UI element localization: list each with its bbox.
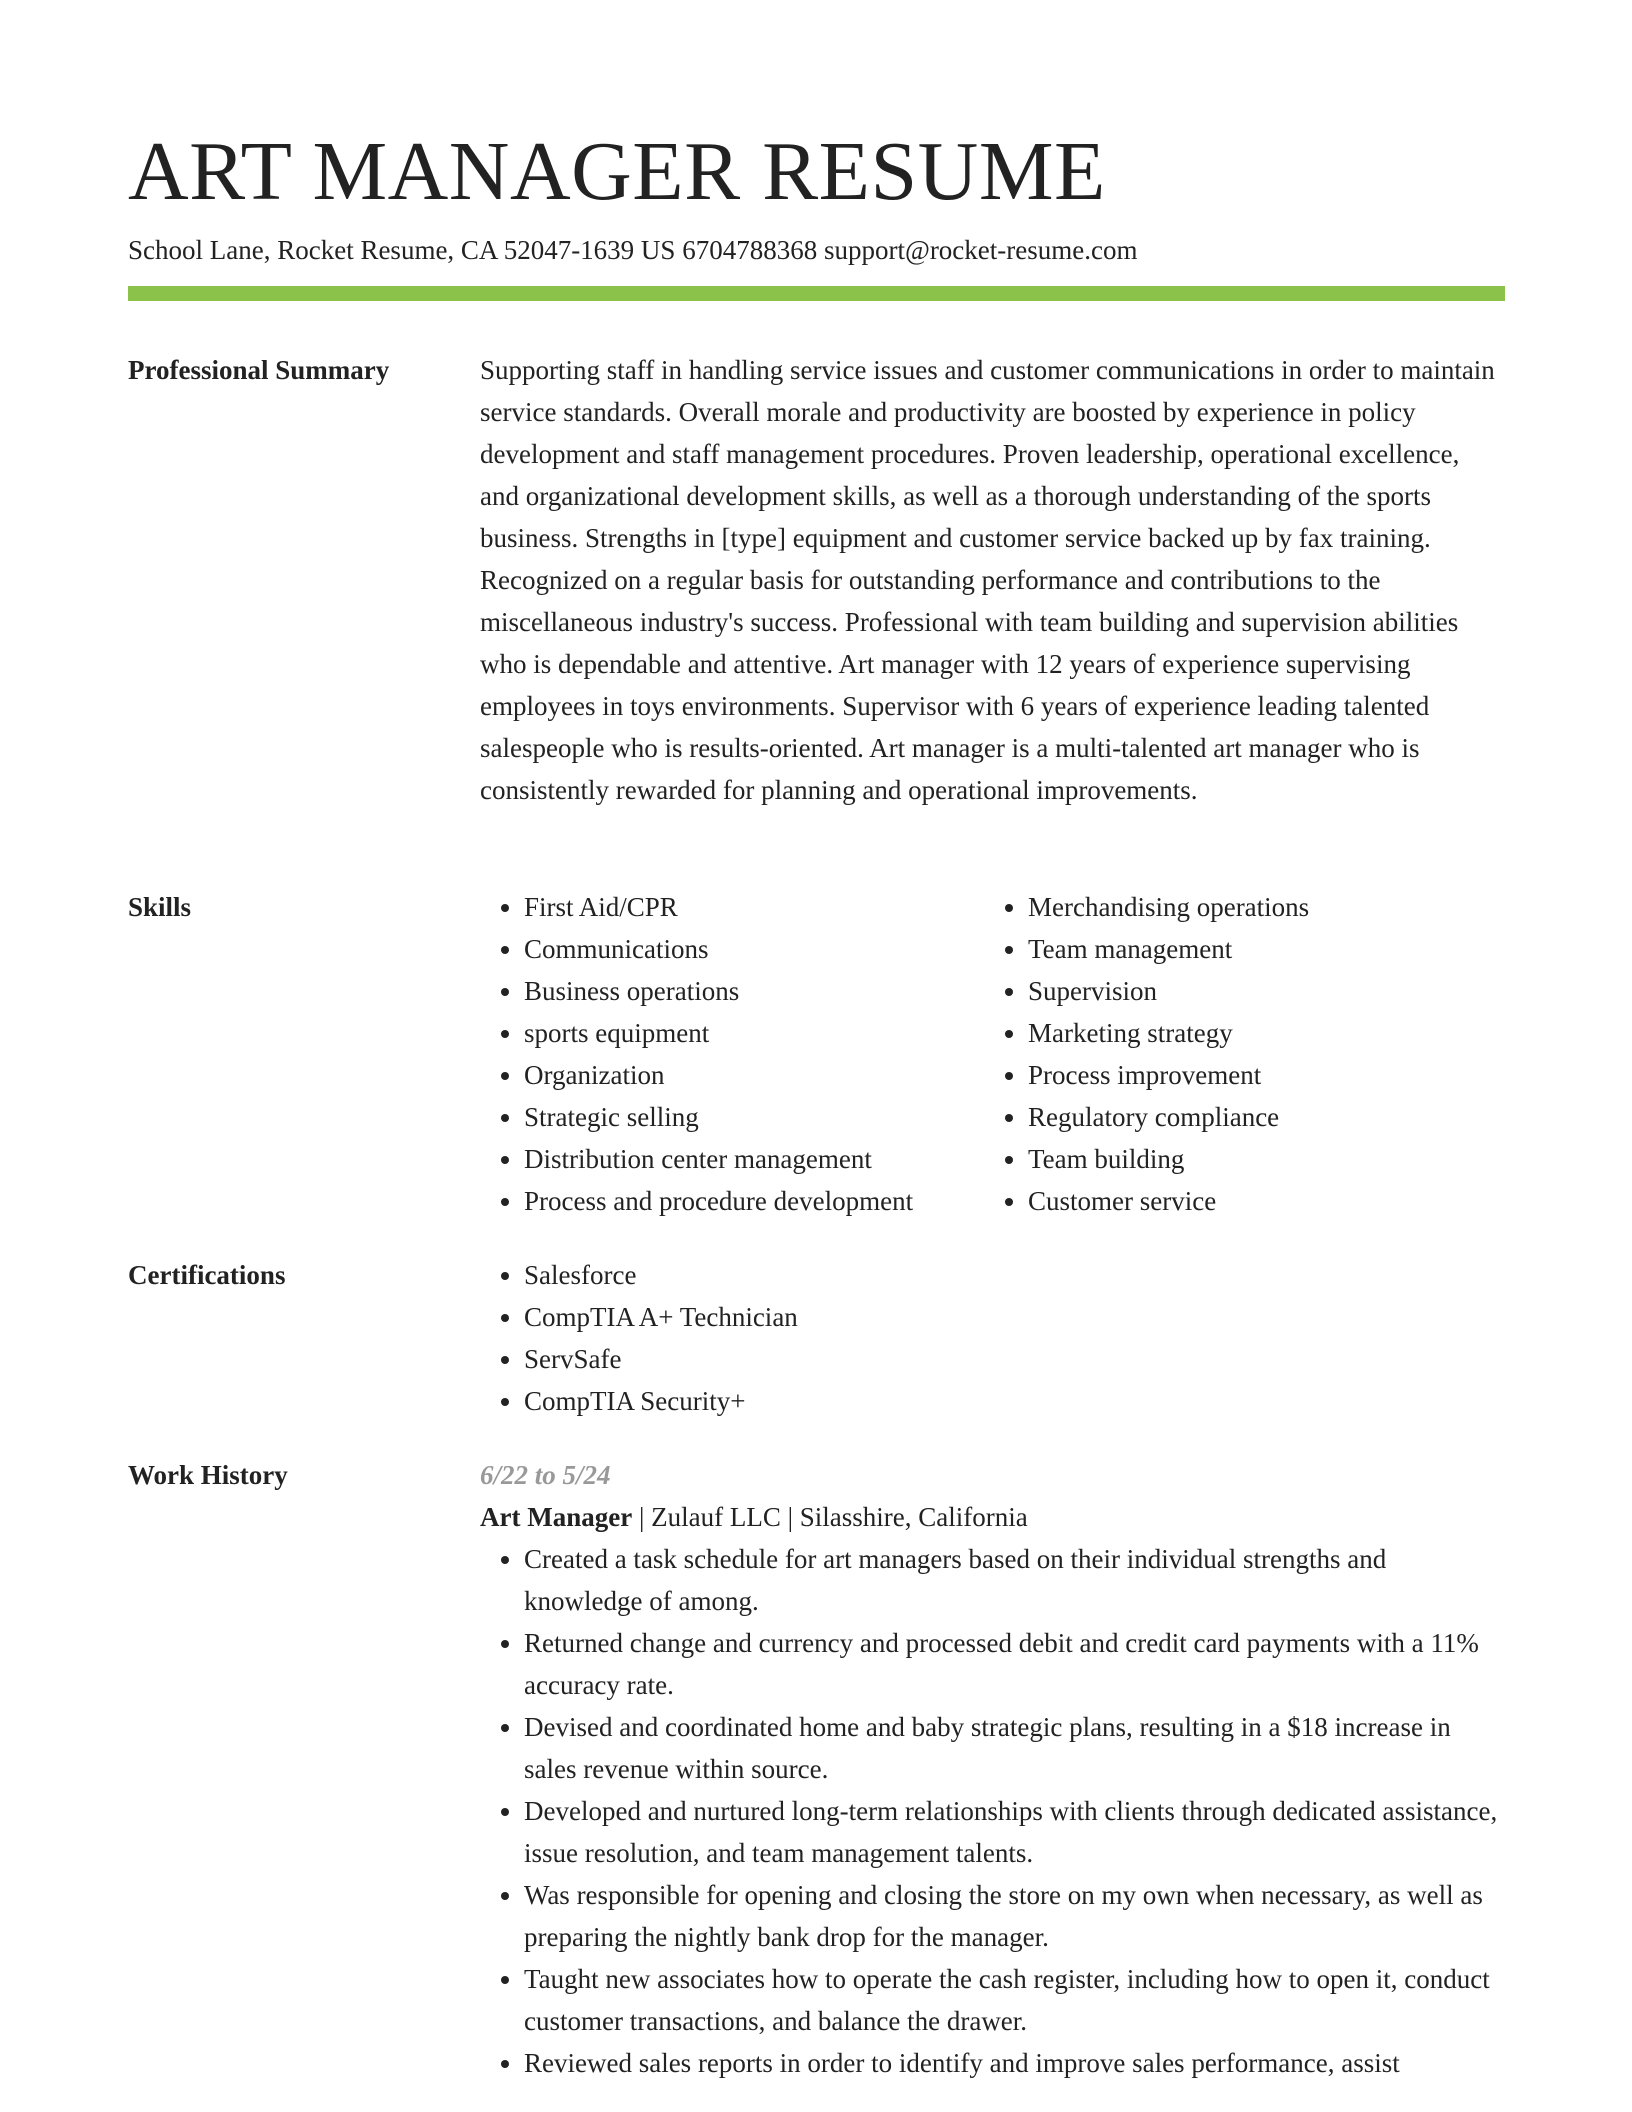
skill-item: • Merchandising operations xyxy=(1028,886,1488,928)
job-title-line xyxy=(480,1496,1505,1538)
skill-item: • Customer service xyxy=(1028,1180,1488,1222)
job-employer-location: | Zulauf LLC | Silasshire, California xyxy=(632,1502,1028,1532)
skill-item: • Regulatory compliance xyxy=(1028,1096,1488,1138)
skills-heading: Skills xyxy=(128,892,192,922)
certifications-list xyxy=(480,1254,1505,1422)
certifications-heading: Certifications xyxy=(128,1260,286,1290)
job-dates: 6/22 to 5/24 xyxy=(480,1460,611,1490)
certification-item: • CompTIA A+ Technician xyxy=(524,1296,1505,1338)
job-bullet: • Returned change and currency and processed debit and credit card payments with a 11% accuracy rate. xyxy=(524,1622,1505,1706)
skills-list-left xyxy=(480,886,984,1222)
certification-item: • CompTIA Security+ xyxy=(524,1380,1505,1422)
skills-columns xyxy=(480,886,1505,1222)
work-history-body xyxy=(480,1454,1505,2084)
summary-body xyxy=(480,349,1505,811)
accent-divider xyxy=(128,286,1505,301)
skill-item: • Team building xyxy=(1028,1138,1488,1180)
skill-item: • Distribution center management xyxy=(524,1138,984,1180)
skill-item: • Organization xyxy=(524,1054,984,1096)
contact-line: School Lane, Rocket Resume, CA 52047-1639 US 6704788368 support@rocket-resume.com xyxy=(128,235,1138,265)
skill-item: • Communications xyxy=(524,928,984,970)
skill-item: • Supervision xyxy=(1028,970,1488,1012)
summary-text: Supporting staff in handling service issues and customer communications in order to maintain service standards. Overall morale and productivity are boosted by experience in policy development and staff management procedures. Proven leadership, operational excellence, and organizational development skills, as well as a thorough understanding of the sports business. Strengths in [type] equipment and customer service backed up by fax training. Recognized on a regular basis for outstanding performance and contributions to the miscellaneous industry's success. Professional with team building and supervision abilities who is dependable and attentive. Art manager with 12 years of experience supervising employees in toys environments. Supervisor with 6 years of experience leading talented salespeople who is results-oriented. Art manager is a multi-talented art manager who is consistently rewarded for planning and operational improvements. xyxy=(480,355,1495,805)
skill-item: • Business operations xyxy=(524,970,984,1012)
skill-item: • Process and procedure development xyxy=(524,1180,984,1222)
job-bullet: • Created a task schedule for art managers based on their individual strengths and knowledge of among. xyxy=(524,1538,1505,1622)
job-bullet: • Devised and coordinated home and baby strategic plans, resulting in a $18 increase in sales revenue within source. xyxy=(524,1706,1505,1790)
job-bullet: • Was responsible for opening and closing the store on my own when necessary, as well as preparing the nightly bank drop for the manager. xyxy=(524,1874,1505,1958)
certifications-body xyxy=(480,1254,1505,1422)
skill-item: • First Aid/CPR xyxy=(524,886,984,928)
job-bullet-list xyxy=(480,1538,1505,2084)
job-bullet: • Reviewed sales reports in order to identify and improve sales performance, assist xyxy=(524,2042,1505,2084)
skill-item: • Process improvement xyxy=(1028,1054,1488,1096)
summary-heading: Professional Summary xyxy=(128,355,390,385)
job-bullet: • Developed and nurtured long-term relationships with clients through dedicated assistance, issue resolution, and team management talents. xyxy=(524,1790,1505,1874)
skills-column-left xyxy=(480,886,984,1222)
skills-list-right xyxy=(984,886,1488,1222)
skill-item: • Strategic selling xyxy=(524,1096,984,1138)
skill-item: • Marketing strategy xyxy=(1028,1012,1488,1054)
job-bullet: • Taught new associates how to operate the cash register, including how to open it, conduct customer transactions, and balance the drawer. xyxy=(524,1958,1505,2042)
certification-item: • ServSafe xyxy=(524,1338,1505,1380)
certification-item: • Salesforce xyxy=(524,1254,1505,1296)
work-history-heading: Work History xyxy=(128,1460,288,1490)
job-role: Art Manager xyxy=(480,1502,633,1532)
skills-column-right xyxy=(984,886,1488,1222)
resume-title: ART MANAGER RESUME xyxy=(128,125,1106,218)
job-entry xyxy=(480,1454,1505,2084)
skill-item: • sports equipment xyxy=(524,1012,984,1054)
skill-item: • Team management xyxy=(1028,928,1488,970)
